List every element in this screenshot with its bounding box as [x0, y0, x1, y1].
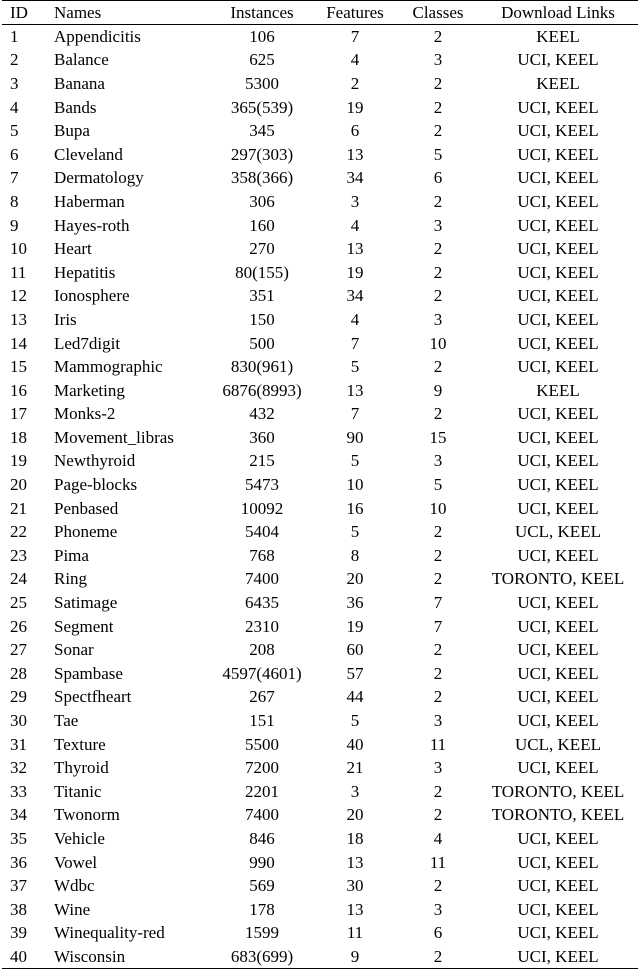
header-row — [2, 1, 638, 25]
cell-features: 60 — [346, 640, 364, 660]
cell-id: 15 — [10, 357, 27, 377]
table-row — [2, 921, 638, 945]
cell-name: Dermatology — [54, 168, 144, 188]
cell-features: 34 — [346, 168, 364, 188]
cell-instances: 10092 — [240, 498, 284, 518]
cell-name: Pima — [54, 545, 89, 565]
cell-download-links: UCI, KEEL — [517, 876, 599, 896]
cell-download-links: UCI, KEEL — [517, 427, 599, 447]
cell-instances: 358(366) — [230, 168, 294, 188]
cell-instances: 7200 — [245, 758, 279, 778]
cell-features: 36 — [346, 593, 364, 613]
cell-features: 2 — [350, 73, 360, 93]
cell-instances: 297(303) — [230, 144, 294, 164]
cell-features: 18 — [346, 828, 364, 848]
datasets-table — [2, 0, 638, 969]
cell-name: Wisconsin — [54, 945, 212, 969]
cell-classes: 11 — [429, 734, 447, 754]
cell-name: Texture — [54, 734, 106, 754]
cell-classes: 3 — [433, 215, 443, 235]
table-row — [2, 945, 638, 969]
table-row — [2, 874, 638, 898]
cell-instances: 351 — [249, 286, 275, 306]
cell-id: 29 — [10, 687, 27, 707]
cell-classes: 3 — [433, 758, 443, 778]
table-row — [2, 662, 638, 686]
cell-name: Sonar — [54, 640, 94, 660]
cell-features: 3 — [350, 191, 360, 211]
cell-name: Hepatitis — [54, 262, 116, 282]
table-row — [2, 803, 638, 827]
cell-name: Page-blocks — [54, 475, 138, 495]
cell-classes: 11 — [429, 852, 447, 872]
cell-download-links: UCI, KEEL — [517, 687, 599, 707]
cell-download-links: UCI, KEEL — [517, 215, 599, 235]
cell-features: 21 — [346, 758, 364, 778]
cell-features: 90 — [346, 427, 364, 447]
cell-name: Segment — [54, 616, 114, 636]
cell-download-links: UCI, KEEL — [517, 239, 599, 259]
cell-classes: 7 — [433, 593, 443, 613]
cell-download-links: UCI, KEEL — [478, 945, 638, 969]
cell-features: 13 — [346, 899, 364, 919]
cell-name: Spambase — [54, 663, 123, 683]
cell-name: Iris — [54, 309, 77, 329]
cell-classes: 2 — [433, 191, 443, 211]
table-row — [2, 142, 638, 166]
cell-download-links: UCI, KEEL — [517, 404, 599, 424]
cell-download-links: UCI, KEEL — [517, 899, 599, 919]
cell-download-links: UCI, KEEL — [517, 97, 599, 117]
cell-id: 34 — [10, 805, 27, 825]
table-row — [2, 260, 638, 284]
cell-features: 11 — [346, 923, 364, 943]
header-instances: Instances — [212, 1, 312, 25]
table-row — [2, 25, 638, 49]
cell-name: Cleveland — [54, 144, 123, 164]
cell-features: 16 — [346, 498, 364, 518]
cell-id: 19 — [10, 451, 27, 471]
table-row — [2, 897, 638, 921]
table-row — [2, 496, 638, 520]
cell-name: Heart — [54, 239, 92, 259]
cell-download-links: UCI, KEEL — [517, 663, 599, 683]
cell-classes: 2 — [398, 945, 478, 969]
cell-download-links: TORONTO, KEEL — [491, 569, 625, 589]
cell-instances: 5404 — [245, 522, 279, 542]
table-row — [2, 308, 638, 332]
cell-classes: 2 — [433, 640, 443, 660]
cell-classes: 2 — [433, 805, 443, 825]
cell-name: Winequality-red — [54, 923, 165, 943]
cell-name: Ionosphere — [54, 286, 130, 306]
cell-name: Balance — [54, 50, 109, 70]
cell-classes: 3 — [433, 451, 443, 471]
cell-download-links: UCI, KEEL — [517, 498, 599, 518]
cell-classes: 3 — [433, 309, 443, 329]
cell-classes: 2 — [433, 357, 443, 377]
table-row — [2, 850, 638, 874]
cell-features: 34 — [346, 286, 364, 306]
cell-classes: 15 — [429, 427, 447, 447]
cell-instances: 150 — [249, 309, 275, 329]
cell-id: 8 — [10, 191, 19, 211]
cell-name: Vehicle — [54, 828, 105, 848]
cell-features: 6 — [350, 121, 360, 141]
cell-features: 7 — [350, 333, 360, 353]
cell-classes: 3 — [433, 899, 443, 919]
cell-name: Wdbc — [54, 876, 95, 896]
table-row — [2, 213, 638, 237]
cell-download-links: UCI, KEEL — [517, 711, 599, 731]
table-row — [2, 567, 638, 591]
cell-instances: 5473 — [245, 475, 279, 495]
cell-classes: 5 — [433, 144, 443, 164]
cell-id: 24 — [10, 569, 27, 589]
cell-features: 4 — [350, 50, 360, 70]
cell-classes: 2 — [433, 876, 443, 896]
table-row — [2, 166, 638, 190]
cell-classes: 2 — [433, 27, 443, 47]
cell-download-links: UCI, KEEL — [517, 168, 599, 188]
cell-name: Mammographic — [54, 357, 163, 377]
cell-id: 16 — [10, 380, 27, 400]
table-row — [2, 95, 638, 119]
cell-id: 23 — [10, 545, 27, 565]
cell-classes: 2 — [433, 286, 443, 306]
table-row — [2, 449, 638, 473]
cell-instances: 6876(8993) — [222, 380, 302, 400]
cell-name: Tae — [54, 711, 79, 731]
cell-id: 33 — [10, 781, 27, 801]
cell-id: 1 — [10, 27, 19, 47]
cell-name: Wine — [54, 899, 91, 919]
table-row — [2, 378, 638, 402]
cell-instances: 2201 — [245, 781, 279, 801]
cell-name: Phoneme — [54, 522, 118, 542]
cell-features: 19 — [346, 616, 364, 636]
cell-classes: 2 — [433, 121, 443, 141]
cell-classes: 2 — [433, 73, 443, 93]
cell-id: 30 — [10, 711, 27, 731]
cell-id: 10 — [10, 239, 27, 259]
cell-name: Newthyroid — [54, 451, 136, 471]
cell-download-links: KEEL — [536, 380, 580, 400]
cell-instances: 270 — [249, 239, 275, 259]
table-row — [2, 685, 638, 709]
table-row — [2, 638, 638, 662]
cell-features: 19 — [346, 262, 364, 282]
cell-features: 44 — [346, 687, 364, 707]
cell-id: 11 — [10, 262, 27, 282]
cell-name: Satimage — [54, 593, 118, 613]
table-header — [2, 1, 638, 25]
cell-name: Monks-2 — [54, 404, 116, 424]
cell-download-links: KEEL — [536, 27, 580, 47]
table-row — [2, 591, 638, 615]
cell-features: 5 — [350, 522, 360, 542]
header-id: ID — [2, 1, 54, 25]
cell-classes: 10 — [429, 333, 447, 353]
cell-classes: 2 — [433, 663, 443, 683]
cell-instances: 7400 — [245, 805, 279, 825]
cell-instances: 106 — [249, 27, 275, 47]
cell-classes: 3 — [433, 50, 443, 70]
cell-classes: 2 — [433, 522, 443, 542]
cell-name: Bands — [54, 97, 97, 117]
table-body — [2, 25, 638, 969]
cell-features: 8 — [350, 545, 360, 565]
cell-download-links: UCI, KEEL — [517, 828, 599, 848]
cell-download-links: UCI, KEEL — [517, 357, 599, 377]
table-row — [2, 331, 638, 355]
cell-instances: 7400 — [245, 569, 279, 589]
header-features: Features — [312, 1, 398, 25]
cell-download-links: UCL, KEEL — [515, 522, 601, 542]
cell-features: 13 — [346, 380, 364, 400]
cell-id: 26 — [10, 616, 27, 636]
cell-name: Banana — [54, 73, 105, 93]
cell-id: 31 — [10, 734, 27, 754]
cell-download-links: UCI, KEEL — [517, 923, 599, 943]
cell-instances: 683(699) — [212, 945, 312, 969]
cell-id: 40 — [2, 945, 54, 969]
cell-download-links: UCI, KEEL — [517, 758, 599, 778]
cell-features: 10 — [346, 475, 364, 495]
cell-download-links: UCI, KEEL — [517, 262, 599, 282]
cell-classes: 2 — [433, 545, 443, 565]
cell-id: 18 — [10, 427, 27, 447]
cell-features: 5 — [350, 711, 360, 731]
cell-id: 7 — [10, 168, 19, 188]
cell-features: 7 — [350, 404, 360, 424]
cell-download-links: KEEL — [536, 73, 580, 93]
cell-download-links: UCI, KEEL — [517, 545, 599, 565]
cell-features: 13 — [346, 239, 364, 259]
cell-name: Led7digit — [54, 333, 121, 353]
cell-features: 30 — [346, 876, 364, 896]
cell-instances: 625 — [249, 50, 275, 70]
cell-download-links: UCI, KEEL — [517, 593, 599, 613]
cell-name: Marketing — [54, 380, 125, 400]
table-row — [2, 709, 638, 733]
cell-features: 7 — [350, 27, 360, 47]
cell-id: 14 — [10, 333, 27, 353]
table-row — [2, 544, 638, 568]
table-row — [2, 119, 638, 143]
table-row — [2, 190, 638, 214]
cell-id: 32 — [10, 758, 27, 778]
table-row — [2, 756, 638, 780]
cell-download-links: UCI, KEEL — [517, 852, 599, 872]
table-row — [2, 732, 638, 756]
cell-id: 21 — [10, 498, 27, 518]
cell-classes: 3 — [433, 711, 443, 731]
header-classes: Classes — [398, 1, 478, 25]
table-row — [2, 355, 638, 379]
cell-instances: 6435 — [245, 593, 279, 613]
cell-features: 5 — [350, 357, 360, 377]
cell-classes: 10 — [429, 498, 447, 518]
table-row — [2, 237, 638, 261]
cell-instances: 208 — [249, 640, 275, 660]
cell-classes: 5 — [433, 475, 443, 495]
cell-download-links: UCI, KEEL — [517, 475, 599, 495]
cell-classes: 6 — [433, 168, 443, 188]
cell-id: 5 — [10, 121, 19, 141]
header-download-links: Download Links — [478, 1, 638, 25]
cell-id: 12 — [10, 286, 27, 306]
cell-classes: 6 — [433, 923, 443, 943]
table-row — [2, 520, 638, 544]
cell-classes: 4 — [433, 828, 443, 848]
header-names: Names — [54, 1, 212, 25]
cell-features: 13 — [346, 852, 364, 872]
cell-name: Twonorm — [54, 805, 120, 825]
cell-download-links: UCI, KEEL — [517, 286, 599, 306]
cell-classes: 2 — [433, 781, 443, 801]
cell-download-links: TORONTO, KEEL — [491, 805, 625, 825]
cell-download-links: UCL, KEEL — [515, 734, 601, 754]
cell-instances: 215 — [249, 451, 275, 471]
cell-id: 9 — [10, 215, 19, 235]
cell-features: 19 — [346, 97, 364, 117]
cell-name: Thyroid — [54, 758, 109, 778]
cell-instances: 569 — [249, 876, 275, 896]
table-row — [2, 614, 638, 638]
cell-id: 25 — [10, 593, 27, 613]
cell-id: 35 — [10, 828, 27, 848]
table-row — [2, 827, 638, 851]
cell-download-links: UCI, KEEL — [517, 333, 599, 353]
cell-instances: 160 — [249, 215, 275, 235]
cell-instances: 4597(4601) — [222, 663, 302, 683]
cell-id: 6 — [10, 144, 19, 164]
cell-instances: 345 — [249, 121, 275, 141]
cell-classes: 2 — [433, 97, 443, 117]
cell-instances: 365(539) — [230, 97, 294, 117]
cell-features: 4 — [350, 309, 360, 329]
cell-instances: 5500 — [245, 734, 279, 754]
cell-name: Movement_libras — [54, 427, 174, 447]
cell-classes: 2 — [433, 569, 443, 589]
cell-download-links: UCI, KEEL — [517, 309, 599, 329]
cell-name: Hayes-roth — [54, 215, 130, 235]
cell-instances: 5300 — [245, 73, 279, 93]
cell-id: 20 — [10, 475, 27, 495]
cell-instances: 306 — [249, 191, 275, 211]
table-row — [2, 402, 638, 426]
cell-instances: 360 — [249, 427, 275, 447]
cell-download-links: UCI, KEEL — [517, 451, 599, 471]
table-row — [2, 473, 638, 497]
cell-name: Spectfheart — [54, 687, 132, 707]
cell-download-links: UCI, KEEL — [517, 144, 599, 164]
cell-features: 13 — [346, 144, 364, 164]
cell-name: Bupa — [54, 121, 90, 141]
cell-id: 13 — [10, 309, 27, 329]
cell-instances: 1599 — [245, 923, 279, 943]
cell-name: Vowel — [54, 852, 98, 872]
cell-instances: 500 — [249, 333, 275, 353]
cell-classes: 9 — [433, 380, 443, 400]
cell-id: 37 — [10, 876, 27, 896]
cell-classes: 2 — [433, 404, 443, 424]
cell-download-links: UCI, KEEL — [517, 640, 599, 660]
cell-download-links: UCI, KEEL — [517, 121, 599, 141]
cell-name: Appendicitis — [54, 27, 141, 47]
cell-name: Titanic — [54, 781, 102, 801]
cell-instances: 80(155) — [235, 262, 289, 282]
cell-id: 17 — [10, 404, 27, 424]
cell-instances: 267 — [249, 687, 275, 707]
cell-instances: 830(961) — [230, 357, 294, 377]
cell-download-links: UCI, KEEL — [517, 50, 599, 70]
cell-features: 3 — [350, 781, 360, 801]
cell-features: 9 — [312, 945, 398, 969]
cell-features: 20 — [346, 569, 364, 589]
cell-download-links: UCI, KEEL — [517, 616, 599, 636]
cell-classes: 2 — [433, 687, 443, 707]
cell-features: 4 — [350, 215, 360, 235]
cell-instances: 2310 — [245, 616, 279, 636]
cell-classes: 2 — [433, 262, 443, 282]
cell-instances: 178 — [249, 899, 275, 919]
cell-instances: 151 — [249, 711, 275, 731]
table-row — [2, 48, 638, 72]
cell-download-links: TORONTO, KEEL — [491, 781, 625, 801]
cell-id: 27 — [10, 640, 27, 660]
table-row — [2, 780, 638, 804]
cell-features: 57 — [346, 663, 364, 683]
cell-id: 3 — [10, 73, 19, 93]
cell-id: 38 — [10, 899, 27, 919]
cell-id: 39 — [10, 923, 27, 943]
cell-id: 4 — [10, 97, 19, 117]
cell-download-links: UCI, KEEL — [517, 191, 599, 211]
cell-name: Penbased — [54, 498, 119, 518]
table-row — [2, 72, 638, 96]
cell-features: 5 — [350, 451, 360, 471]
table-row — [2, 284, 638, 308]
cell-features: 20 — [346, 805, 364, 825]
cell-features: 40 — [346, 734, 364, 754]
cell-name: Ring — [54, 569, 88, 589]
cell-id: 22 — [10, 522, 27, 542]
cell-id: 28 — [10, 663, 27, 683]
cell-instances: 990 — [249, 852, 275, 872]
cell-classes: 2 — [433, 239, 443, 259]
cell-name: Haberman — [54, 191, 125, 211]
cell-id: 36 — [10, 852, 27, 872]
cell-classes: 7 — [433, 616, 443, 636]
cell-instances: 846 — [249, 828, 275, 848]
cell-instances: 768 — [249, 545, 275, 565]
cell-instances: 432 — [249, 404, 275, 424]
table-row — [2, 426, 638, 450]
cell-id: 2 — [10, 50, 19, 70]
